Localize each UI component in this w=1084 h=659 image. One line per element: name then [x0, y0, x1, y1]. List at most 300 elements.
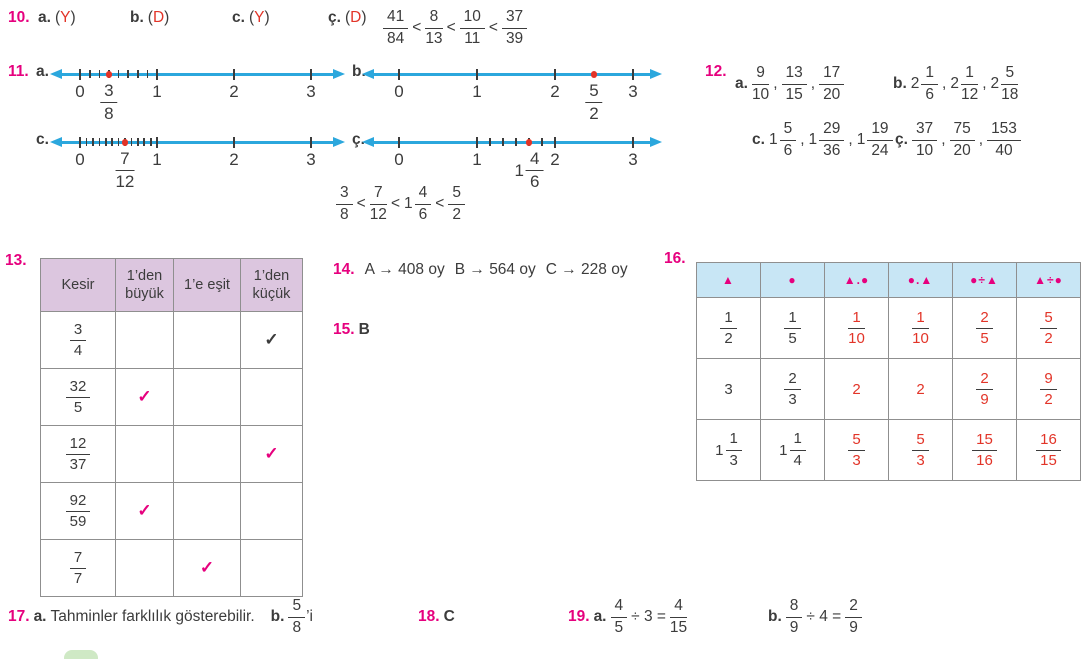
fraction-body	[415, 185, 432, 223]
part-label: b.	[130, 9, 144, 26]
q17-b-answer	[288, 598, 313, 636]
tick-label: 1	[152, 150, 162, 169]
fraction-body	[66, 436, 91, 473]
circle-icon: ●	[1054, 273, 1063, 287]
numerator: 1	[848, 310, 865, 329]
fraction	[115, 150, 134, 192]
numerator: 3	[100, 82, 117, 103]
column-header: 1’e eşit	[174, 259, 241, 312]
fraction	[819, 65, 844, 103]
table-row	[697, 359, 1081, 420]
numerator: 1	[912, 310, 929, 329]
numerator: 5	[848, 432, 864, 451]
minor-tick	[137, 138, 139, 146]
q13-number: 13.	[5, 252, 27, 269]
q19-part-b	[768, 598, 862, 636]
fraction-body	[782, 65, 807, 103]
denominator: 6	[418, 205, 428, 223]
answer-letter: Y	[254, 9, 265, 26]
answer-value	[345, 9, 367, 27]
numerator: 1	[726, 431, 742, 450]
fraction	[857, 121, 893, 159]
part-label: a.	[735, 75, 748, 92]
part-label: a.	[593, 608, 607, 625]
table-row	[697, 298, 1081, 359]
paren: (	[248, 9, 255, 26]
major-tick	[632, 69, 634, 80]
denominator: 3	[852, 452, 861, 469]
table-row	[41, 483, 303, 540]
fraction-cell	[41, 483, 116, 540]
q19-line	[568, 596, 687, 638]
tick-label: 2	[550, 82, 560, 101]
left-arrow-icon	[362, 69, 374, 79]
tick-label: 3	[306, 150, 316, 169]
numerator: 7	[115, 150, 134, 171]
check-cell	[241, 312, 303, 369]
math-text: ,	[978, 131, 984, 148]
fraction	[336, 185, 353, 223]
numerator: 2	[784, 371, 800, 390]
numerator: 92	[66, 493, 91, 512]
fraction-body	[784, 310, 800, 347]
fraction	[611, 598, 628, 636]
major-tick	[554, 69, 556, 80]
check-cell	[174, 483, 241, 540]
numerator: 8	[786, 598, 803, 618]
value-cell	[697, 420, 761, 481]
option-name: B	[454, 261, 470, 278]
fraction	[912, 310, 929, 347]
denominator: 12	[369, 205, 387, 223]
fraction-body	[912, 310, 929, 347]
check-icon: ✓	[199, 558, 215, 577]
fraction	[1040, 310, 1056, 347]
numerator: 7	[70, 550, 86, 569]
divide-operator: ÷	[1047, 273, 1055, 287]
q18-number: 18.	[418, 608, 440, 625]
denominator: 5	[980, 330, 989, 347]
fraction	[448, 185, 465, 223]
q10-fraction-chain	[383, 3, 527, 53]
point-label	[515, 150, 544, 192]
tick-label: 0	[394, 150, 404, 169]
symbol-header	[1017, 263, 1081, 298]
q19-part-b-wrap	[768, 596, 862, 638]
fraction	[502, 9, 527, 47]
denominator: 4	[73, 342, 83, 359]
whole-number: 1	[768, 131, 778, 148]
major-tick	[398, 137, 400, 148]
value-cell	[697, 298, 761, 359]
part-label: a.	[38, 9, 51, 26]
fraction-body	[976, 310, 992, 347]
whole-number: 2	[910, 75, 920, 92]
math-text: ,	[800, 131, 805, 148]
numerator: 2	[976, 371, 992, 390]
number-line-b	[362, 62, 662, 130]
fraction	[720, 310, 736, 347]
numerator: 37	[502, 9, 527, 29]
numerator: 17	[819, 65, 844, 85]
q16-table-wrap	[696, 262, 1081, 481]
math-text: <	[435, 195, 445, 212]
check-cell	[241, 426, 303, 483]
value-cell	[761, 420, 825, 481]
part-label: b.	[768, 608, 782, 625]
fraction-cell	[41, 426, 116, 483]
denominator: 2	[724, 330, 733, 347]
numerator: 10	[460, 9, 485, 29]
major-tick	[398, 69, 400, 80]
denominator: 8	[292, 618, 302, 636]
check-icon: ✓	[137, 501, 152, 520]
fraction-cell	[41, 540, 116, 597]
fraction-body	[867, 121, 892, 159]
numerator: 1	[790, 431, 806, 450]
denominator: 84	[387, 29, 405, 47]
check-cell	[174, 312, 241, 369]
check-icon: ✓	[137, 387, 152, 406]
fraction-body	[1040, 310, 1056, 347]
numerator: 37	[912, 121, 937, 141]
point-dot	[122, 139, 129, 146]
check-cell	[174, 369, 241, 426]
fraction-body	[720, 310, 736, 347]
triangle-icon: ▲	[722, 273, 735, 287]
fraction-body	[383, 9, 408, 47]
minor-tick	[118, 70, 120, 78]
math-text: ’i	[306, 608, 313, 625]
denominator: 3	[729, 451, 738, 469]
fraction-body	[70, 322, 86, 359]
fraction	[991, 65, 1019, 103]
tick-label: 2	[229, 82, 239, 101]
denominator: 20	[823, 85, 841, 103]
number-line	[370, 141, 654, 144]
major-tick	[233, 137, 235, 148]
major-tick	[156, 69, 158, 80]
fraction-body	[611, 598, 628, 636]
denominator: 5	[614, 618, 624, 636]
minor-tick	[502, 138, 504, 146]
fraction	[70, 550, 86, 587]
value-cell	[761, 359, 825, 420]
fraction-body	[70, 550, 86, 587]
denominator: 12	[115, 172, 135, 192]
major-tick	[554, 137, 556, 148]
fraction	[425, 9, 442, 47]
fraction-body	[784, 371, 800, 408]
q11-line-b-label: b.	[352, 63, 366, 80]
value-cell	[953, 359, 1017, 420]
math-text: 2	[852, 380, 861, 398]
dot-operator: .	[916, 273, 921, 287]
arrow-icon: →	[378, 261, 399, 278]
q10-number: 10.	[8, 9, 30, 26]
circle-icon: ●	[788, 273, 797, 287]
numerator: 12	[66, 436, 91, 455]
fraction	[950, 121, 975, 159]
value-cell	[1017, 359, 1081, 420]
major-tick	[310, 69, 312, 80]
numerator: 4	[611, 598, 628, 618]
fraction	[1036, 432, 1061, 469]
fraction-body	[100, 82, 117, 124]
fraction-body	[912, 121, 937, 159]
minor-tick	[137, 70, 139, 78]
fraction	[100, 82, 117, 124]
major-tick	[79, 69, 81, 80]
column-header: 1’den büyük	[116, 259, 174, 312]
denominator: 13	[425, 29, 443, 47]
denominator: 15	[1040, 452, 1057, 469]
right-arrow-icon	[333, 69, 345, 79]
math-text: ÷ 4 =	[806, 608, 842, 625]
fraction-body	[66, 493, 91, 530]
q10-answer-b	[130, 9, 169, 27]
value-cell	[889, 359, 953, 420]
paren: )	[70, 9, 76, 26]
q12-number: 12.	[705, 63, 727, 80]
numerator: 19	[867, 121, 892, 141]
minor-tick	[541, 138, 543, 146]
denominator: 20	[953, 141, 971, 159]
numerator: 29	[819, 121, 844, 141]
table-row	[41, 426, 303, 483]
q12-part-cc	[895, 114, 1021, 166]
tick-label: 0	[75, 150, 85, 169]
q15-answer: B	[358, 321, 370, 338]
value-cell	[697, 359, 761, 420]
denominator: 9	[849, 618, 858, 636]
math-text: <	[446, 19, 456, 36]
major-tick	[233, 69, 235, 80]
fraction-body	[752, 65, 769, 103]
denominator: 16	[976, 452, 993, 469]
fraction	[987, 121, 1021, 159]
part-label: ç.	[328, 9, 341, 26]
fraction	[779, 431, 806, 468]
value-cell	[889, 420, 953, 481]
numerator: 9	[1040, 371, 1056, 390]
fraction-body	[336, 185, 353, 223]
denominator: 11	[464, 29, 481, 47]
math-text: ,	[810, 75, 816, 92]
fraction-body	[819, 65, 844, 103]
triangle-icon: ▲	[985, 273, 999, 287]
denominator: 40	[995, 141, 1013, 159]
tick-label: 1	[472, 150, 482, 169]
math-text: ,	[848, 131, 853, 148]
symbol-header	[953, 263, 1017, 298]
numerator: 3	[70, 322, 86, 341]
fraction-body	[115, 150, 134, 192]
minor-tick	[99, 138, 101, 146]
fraction	[769, 121, 796, 159]
value-cell	[889, 298, 953, 359]
fraction-body	[912, 432, 928, 469]
table-row	[41, 312, 303, 369]
major-tick	[476, 69, 478, 80]
fraction	[972, 432, 997, 469]
symbol-header	[889, 263, 953, 298]
major-tick	[156, 137, 158, 148]
answer-value	[249, 9, 270, 27]
fraction-body	[972, 432, 997, 469]
numerator: 4	[415, 185, 432, 205]
check-cell	[116, 426, 174, 483]
fraction	[782, 65, 807, 103]
check-cell	[241, 369, 303, 426]
tick-label: 1	[152, 82, 162, 101]
fraction	[66, 379, 91, 416]
q11-number: 11.	[8, 63, 29, 80]
whole-number: 1	[404, 195, 413, 212]
math-text: <	[412, 19, 422, 36]
fraction	[288, 598, 305, 636]
denominator: 10	[915, 141, 934, 159]
minor-tick	[150, 138, 152, 146]
fraction	[370, 185, 387, 223]
numerator: 5	[585, 82, 602, 103]
fraction-body	[1001, 65, 1018, 103]
circle-icon: ●	[860, 273, 870, 287]
symbol-header	[697, 263, 761, 298]
denominator: 36	[823, 141, 841, 159]
q17-number: 17.	[8, 608, 30, 625]
fraction-body	[370, 185, 387, 223]
point-dot	[106, 71, 113, 78]
point-dot	[526, 139, 533, 146]
fraction-body	[961, 65, 978, 103]
math-text: ÷ 3 =	[631, 608, 666, 625]
minor-tick	[515, 138, 517, 146]
fraction	[784, 310, 800, 347]
denominator: 12	[960, 85, 979, 103]
column-header: 1’den küçük	[241, 259, 303, 312]
tick-label: 0	[75, 82, 85, 101]
column-header: Kesir	[41, 259, 116, 312]
paren: (	[54, 9, 61, 26]
math-text: ,	[773, 75, 778, 92]
answer-value	[148, 9, 170, 27]
vote-count: 228 oy	[581, 261, 628, 278]
check-cell	[241, 540, 303, 597]
denominator: 4	[793, 451, 802, 469]
q18-answer: C	[443, 608, 455, 625]
check-cell	[116, 483, 174, 540]
check-cell	[116, 540, 174, 597]
left-arrow-icon	[50, 69, 62, 79]
whole-number: 1	[514, 160, 524, 180]
symbol-header	[761, 263, 825, 298]
value-cell	[825, 298, 889, 359]
fraction-cell	[41, 369, 116, 426]
denominator: 24	[871, 141, 889, 159]
denominator: 5	[73, 399, 83, 416]
denominator: 6	[530, 172, 540, 192]
minor-tick	[127, 70, 129, 78]
value-cell	[1017, 298, 1081, 359]
circle-icon: ●	[970, 273, 979, 287]
value-cell	[761, 298, 825, 359]
denominator: 6	[783, 141, 793, 159]
numerator: 32	[66, 379, 91, 398]
minor-tick	[99, 70, 101, 78]
fraction-body	[921, 65, 938, 103]
fraction-classification-table	[40, 258, 303, 597]
fraction-body	[976, 371, 992, 408]
minor-tick	[118, 138, 120, 146]
paren: (	[147, 9, 153, 26]
fraction-body	[726, 431, 742, 468]
fraction-body	[790, 431, 806, 468]
fraction	[786, 598, 803, 636]
denominator: 7	[73, 570, 83, 587]
denominator: 9	[980, 391, 989, 408]
q11-line-a-label: a.	[36, 63, 49, 80]
divide-operator: ÷	[978, 273, 986, 287]
right-arrow-icon	[650, 137, 662, 147]
part-label: c.	[232, 9, 245, 26]
point-dot	[591, 71, 598, 78]
numerator: 2	[976, 310, 992, 329]
fraction	[950, 65, 978, 103]
value-cell	[953, 420, 1017, 481]
denominator: 8	[340, 205, 349, 223]
q15-line	[333, 318, 370, 342]
fraction-body	[1040, 371, 1056, 408]
fraction-body	[585, 82, 602, 124]
numerator: 3	[336, 185, 353, 205]
denominator: 2	[589, 104, 599, 124]
fraction	[845, 598, 862, 636]
value-cell	[953, 298, 1017, 359]
q13-table-wrap	[40, 258, 303, 597]
paren: (	[344, 9, 351, 26]
fraction-body	[845, 598, 862, 636]
numerator: 15	[972, 432, 997, 451]
math-text: 2	[916, 380, 925, 398]
triangle-icon: ▲	[843, 273, 857, 287]
q19-number: 19.	[568, 608, 590, 625]
fraction-body	[848, 432, 864, 469]
fraction	[848, 432, 864, 469]
check-cell	[174, 540, 241, 597]
numerator: 153	[987, 121, 1021, 141]
q17-a-label: a.	[33, 608, 47, 625]
fraction-body	[448, 185, 465, 223]
numerator: 5	[288, 598, 305, 618]
tick-label: 0	[394, 82, 404, 101]
numerator: 5	[448, 185, 465, 205]
math-text: 3	[724, 380, 733, 398]
numerator: 41	[383, 9, 408, 29]
left-arrow-icon	[362, 137, 374, 147]
table-row	[697, 420, 1081, 481]
fraction-body	[66, 379, 91, 416]
tick-label: 2	[229, 150, 239, 169]
paren: )	[264, 9, 270, 26]
numerator: 4	[526, 150, 543, 171]
denominator: 8	[104, 104, 114, 124]
point-label	[585, 82, 602, 124]
q19-part-a	[594, 598, 688, 636]
answer-letter: D	[152, 9, 165, 26]
fraction	[70, 322, 86, 359]
denominator: 59	[69, 513, 87, 530]
